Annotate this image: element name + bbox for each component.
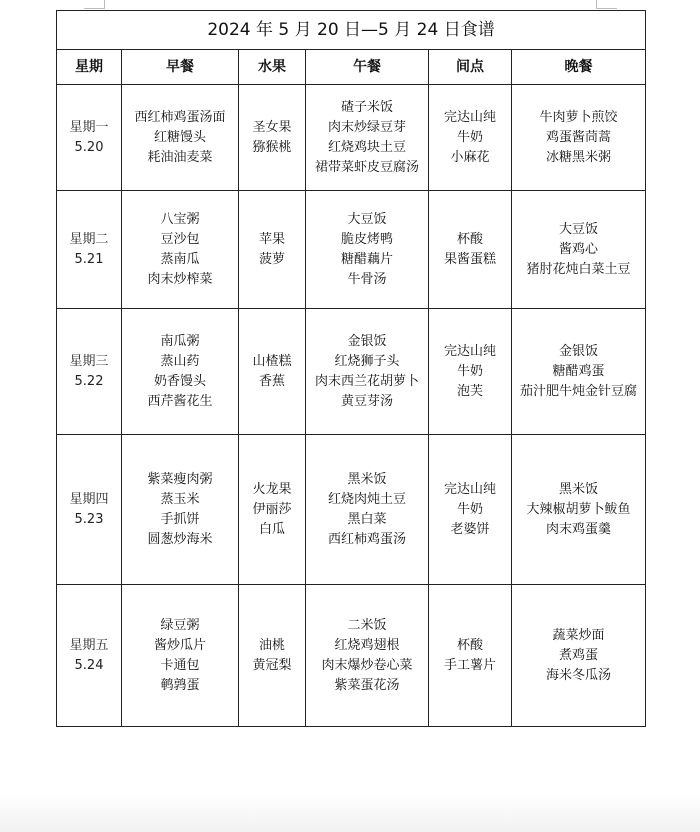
lunch-cell <box>306 191 429 309</box>
breakfast-item: 西芹酱花生 <box>147 393 213 409</box>
date-label: 5.23 <box>74 511 104 527</box>
fruit-item: 猕猴桃 <box>252 139 292 155</box>
column-header-day: 星期 <box>57 50 122 85</box>
fruit-item: 火龙果 <box>252 481 292 497</box>
lunch-item: 红烧狮子头 <box>334 353 400 369</box>
dinner-item: 蔬菜炒面 <box>552 627 605 643</box>
lunch-item: 西红柿鸡蛋汤 <box>327 531 406 547</box>
lunch-item: 大豆饭 <box>347 211 387 227</box>
breakfast-item: 奶香馒头 <box>153 373 206 389</box>
date-label: 5.22 <box>74 373 104 389</box>
dinner-item: 黑米饭 <box>559 481 599 497</box>
fruit-item: 苹果 <box>258 231 285 247</box>
breakfast-item: 紫菜瘦肉粥 <box>147 471 213 487</box>
lunch-item: 碴子米饭 <box>340 99 393 115</box>
snack-item: 泡芙 <box>456 383 483 399</box>
column-header-fruit: 水果 <box>239 50 306 85</box>
breakfast-item: 卡通包 <box>160 657 200 673</box>
fruit-cell <box>239 309 306 435</box>
menu-title: 2024 年 5 月 20 日—5 月 24 日食谱 <box>57 11 646 50</box>
date-label: 5.20 <box>74 139 104 155</box>
snack-item: 完达山纯 <box>443 109 496 125</box>
weekday-label: 星期五 <box>69 637 109 653</box>
menu-body <box>57 85 646 727</box>
snack-item: 小麻花 <box>450 149 490 165</box>
fruit-item: 圣女果 <box>252 119 292 135</box>
snack-item: 完达山纯 <box>443 343 496 359</box>
day-cell <box>57 585 122 727</box>
menu-row <box>57 85 646 191</box>
weekly-menu-table <box>56 10 646 727</box>
column-header-dinner: 晚餐 <box>512 50 646 85</box>
page-corner-mark-right <box>596 0 617 9</box>
snack-item: 牛奶 <box>456 363 483 379</box>
lunch-item: 金银饭 <box>347 333 387 349</box>
snack-item: 果酱蛋糕 <box>443 251 496 267</box>
fruit-cell <box>239 85 306 191</box>
breakfast-item: 西红柿鸡蛋汤面 <box>134 109 226 125</box>
lunch-item: 红烧鸡块土豆 <box>327 139 406 155</box>
breakfast-item: 耗油油麦菜 <box>147 149 213 165</box>
fruit-item: 菠萝 <box>258 251 285 267</box>
header-row <box>57 50 646 85</box>
fruit-item: 伊丽莎 <box>252 501 292 517</box>
snack-item: 牛奶 <box>456 129 483 145</box>
breakfast-item: 酱炒瓜片 <box>153 637 206 653</box>
fruit-cell <box>239 585 306 727</box>
weekday-label: 星期四 <box>69 491 109 507</box>
date-label: 5.21 <box>74 251 104 267</box>
dinner-item: 鸡蛋酱茼蒿 <box>546 129 612 145</box>
breakfast-item: 鹌鹑蛋 <box>160 677 200 693</box>
menu-row <box>57 435 646 585</box>
dinner-item: 大辣椒胡萝卜鲅鱼 <box>526 501 631 517</box>
snack-item: 杯酸 <box>456 231 483 247</box>
day-cell <box>57 435 122 585</box>
breakfast-cell <box>122 191 239 309</box>
fruit-item: 油桃 <box>258 637 285 653</box>
lunch-item: 红烧鸡翅根 <box>334 637 400 653</box>
dinner-cell <box>512 585 646 727</box>
snack-item: 杯酸 <box>456 637 483 653</box>
snack-cell <box>429 309 512 435</box>
fruit-item: 白瓜 <box>258 521 285 537</box>
day-cell <box>57 191 122 309</box>
page-bottom-shadow <box>0 794 700 832</box>
dinner-item: 金银饭 <box>559 343 599 359</box>
lunch-cell <box>306 85 429 191</box>
lunch-cell <box>306 309 429 435</box>
dinner-item: 糖醋鸡蛋 <box>552 363 605 379</box>
lunch-item: 黑米饭 <box>347 471 387 487</box>
weekday-label: 星期一 <box>69 119 109 135</box>
fruit-item: 香蕉 <box>258 373 285 389</box>
day-cell <box>57 85 122 191</box>
lunch-item: 裙带菜虾皮豆腐汤 <box>314 159 419 175</box>
dinner-item: 猪肘花炖白菜土豆 <box>526 261 631 277</box>
snack-item: 老婆饼 <box>450 521 490 537</box>
lunch-item: 脆皮烤鸭 <box>340 231 393 247</box>
snack-cell <box>429 191 512 309</box>
breakfast-cell <box>122 85 239 191</box>
dinner-item: 煮鸡蛋 <box>559 647 599 663</box>
lunch-cell <box>306 435 429 585</box>
snack-cell <box>429 435 512 585</box>
lunch-item: 肉末爆炒卷心菜 <box>321 657 413 673</box>
snack-cell <box>429 585 512 727</box>
menu-row <box>57 309 646 435</box>
lunch-item: 肉末炒绿豆芽 <box>327 119 406 135</box>
breakfast-item: 手抓饼 <box>160 511 200 527</box>
dinner-cell <box>512 191 646 309</box>
breakfast-cell <box>122 309 239 435</box>
breakfast-item: 红糖馒头 <box>153 129 206 145</box>
breakfast-item: 南瓜粥 <box>160 333 200 349</box>
dinner-item: 酱鸡心 <box>559 241 599 257</box>
breakfast-item: 八宝粥 <box>160 211 200 227</box>
column-header-breakfast: 早餐 <box>122 50 239 85</box>
dinner-cell <box>512 435 646 585</box>
breakfast-item: 蒸山药 <box>160 353 200 369</box>
dinner-item: 海米冬瓜汤 <box>546 667 612 683</box>
lunch-item: 黑白菜 <box>347 511 387 527</box>
dinner-item: 肉末鸡蛋羹 <box>546 521 612 537</box>
dinner-cell <box>512 309 646 435</box>
date-label: 5.24 <box>74 657 104 673</box>
dinner-item: 茄汁肥牛炖金针豆腐 <box>520 383 638 399</box>
fruit-cell <box>239 191 306 309</box>
breakfast-cell <box>122 585 239 727</box>
day-cell <box>57 309 122 435</box>
fruit-cell <box>239 435 306 585</box>
breakfast-item: 绿豆粥 <box>160 617 200 633</box>
dinner-item: 牛肉萝卜煎饺 <box>539 109 618 125</box>
breakfast-item: 蒸南瓜 <box>160 251 200 267</box>
lunch-item: 糖醋藕片 <box>340 251 393 267</box>
snack-item: 完达山纯 <box>443 481 496 497</box>
dinner-item: 大豆饭 <box>559 221 599 237</box>
snack-item: 手工薯片 <box>443 657 496 673</box>
weekday-label: 星期二 <box>69 231 109 247</box>
weekday-label: 星期三 <box>69 353 109 369</box>
fruit-item: 黄冠梨 <box>252 657 292 673</box>
page-corner-mark-left <box>84 0 105 9</box>
menu-row <box>57 191 646 309</box>
breakfast-item: 肉末炒榨菜 <box>147 271 213 287</box>
snack-cell <box>429 85 512 191</box>
lunch-item: 紫菜蛋花汤 <box>334 677 400 693</box>
lunch-cell <box>306 585 429 727</box>
dinner-item: 冰糖黑米粥 <box>546 149 612 165</box>
lunch-item: 二米饭 <box>347 617 387 633</box>
snack-item: 牛奶 <box>456 501 483 517</box>
lunch-item: 肉末西兰花胡萝卜 <box>314 373 419 389</box>
breakfast-item: 圆葱炒海米 <box>147 531 213 547</box>
breakfast-item: 蒸玉米 <box>160 491 200 507</box>
lunch-item: 黄豆芽汤 <box>340 393 393 409</box>
lunch-item: 牛骨汤 <box>347 271 387 287</box>
lunch-item: 红烧肉炖土豆 <box>327 491 406 507</box>
column-header-lunch: 午餐 <box>306 50 429 85</box>
fruit-item: 山楂糕 <box>252 353 292 369</box>
dinner-cell <box>512 85 646 191</box>
menu-row <box>57 585 646 727</box>
breakfast-cell <box>122 435 239 585</box>
breakfast-item: 豆沙包 <box>160 231 200 247</box>
column-header-snack: 间点 <box>429 50 512 85</box>
